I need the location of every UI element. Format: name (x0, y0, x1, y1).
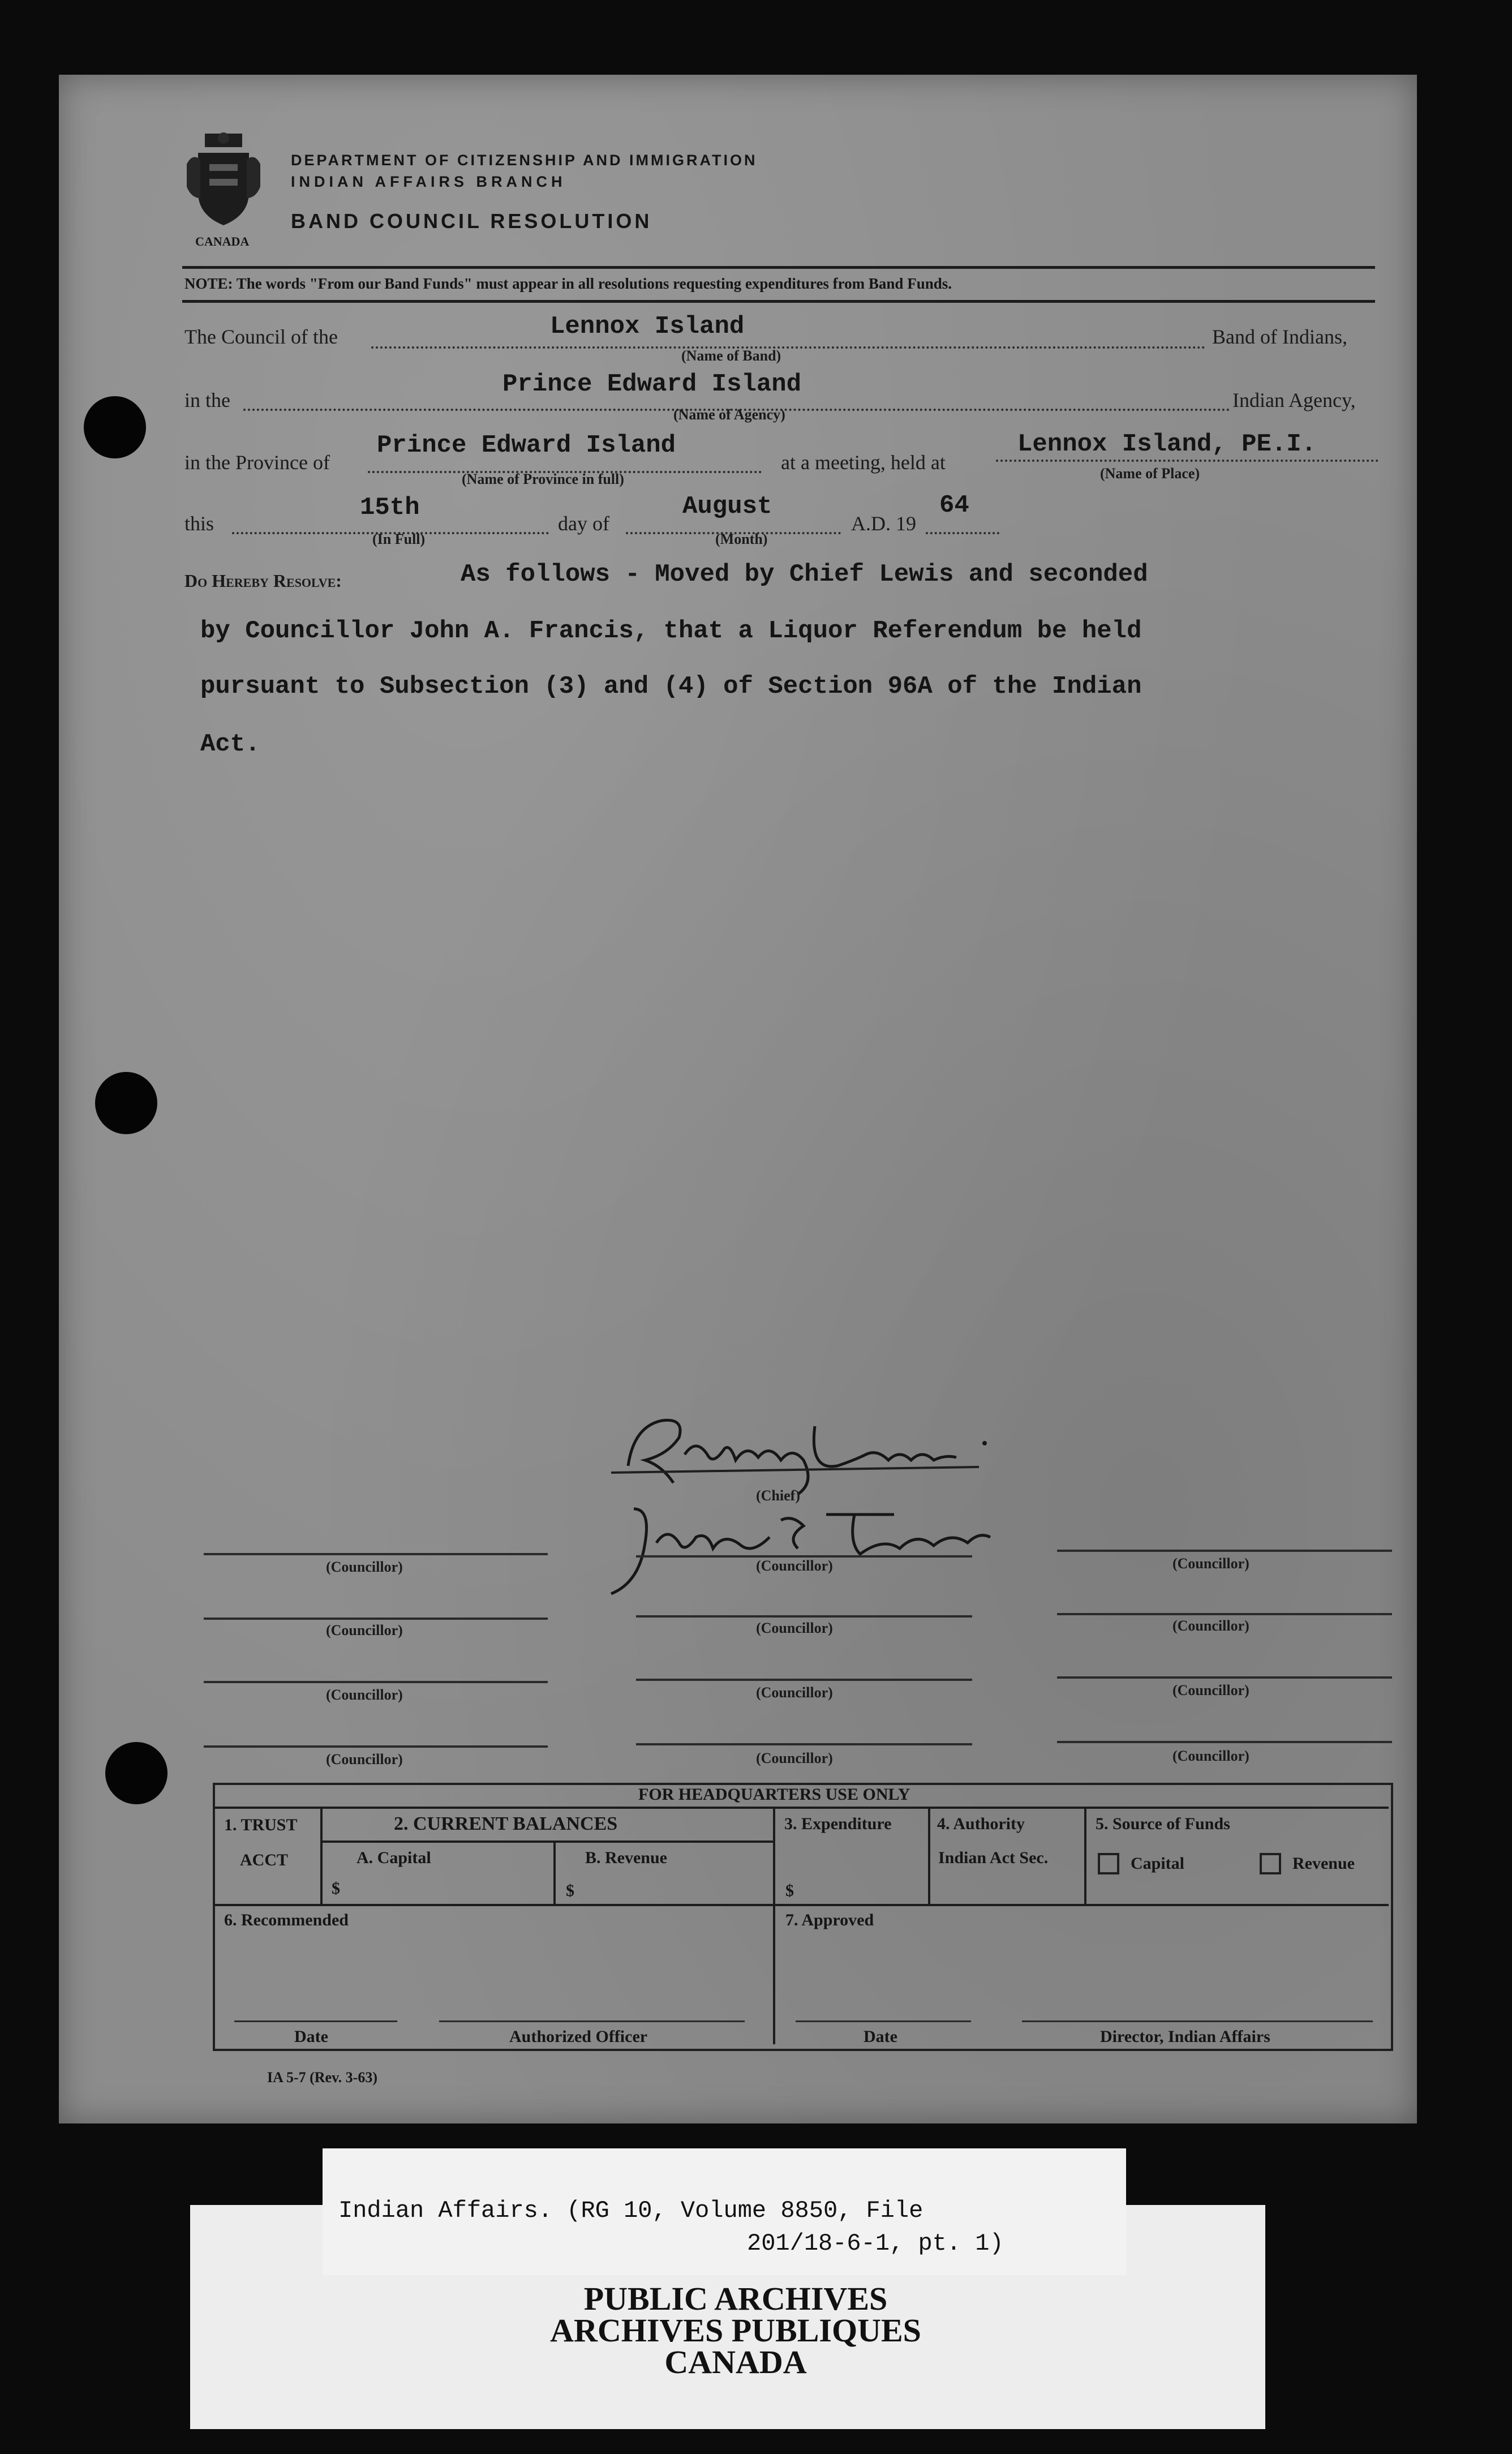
councillor-line (204, 1681, 548, 1683)
year-value: 64 (939, 491, 969, 520)
archive-stamp-line-3: CANADA (664, 2344, 807, 2380)
chief-caption: (Chief) (756, 1487, 800, 1504)
band-name-caption: (Name of Band) (681, 347, 781, 364)
year-line (926, 532, 999, 534)
councillor-line (1057, 1741, 1392, 1743)
place-caption: (Name of Place) (1100, 465, 1200, 482)
archive-stamp-line-1: PUBLIC ARCHIVES (583, 2280, 888, 2317)
expenditure-dollar: $ (785, 1881, 794, 1900)
approved-date-line (796, 2020, 971, 2022)
director-line (1022, 2020, 1373, 2022)
councillor-caption: (Councillor) (1172, 1555, 1249, 1572)
note-text: NOTE: The words "From our Band Funds" must appear in all resolutions requesting expenditures from Band Funds. (184, 275, 952, 292)
resolution-line-2: by Councillor John A. Francis, that a Liquor Referendum be held (200, 617, 1142, 645)
balances-label: 2. CURRENT BALANCES (394, 1813, 618, 1834)
council-suffix: Band of Indians, (1212, 325, 1347, 348)
department-heading: DEPARTMENT OF CITIZENSHIP AND IMMIGRATION (291, 152, 758, 169)
archive-stamp-text (453, 2280, 1019, 2380)
canada-crest-logo (181, 130, 266, 232)
councillor-caption: (Councillor) (326, 1687, 403, 1703)
ad-label: A.D. 19 (851, 512, 916, 535)
archive-stamp-line-2: ARCHIVES PUBLIQUES (550, 2312, 921, 2349)
month-caption: (Month) (715, 531, 768, 547)
councillor-line (204, 1745, 548, 1748)
recommended-label: 6. Recommended (224, 1911, 349, 1929)
councillor-caption: (Councillor) (756, 1558, 833, 1574)
councillor-line (204, 1553, 548, 1555)
councillor-line (636, 1743, 972, 1745)
expenditure-label: 3. Expenditure (784, 1814, 892, 1833)
resolve-label: Do Hereby Resolve: (184, 570, 342, 591)
revenue-checkbox[interactable] (1260, 1853, 1281, 1874)
resolution-line-3: pursuant to Subsection (3) and (4) of Section 96A of the Indian (200, 672, 1142, 701)
councillor-line (1057, 1676, 1392, 1679)
source-capital-label: Capital (1131, 1854, 1185, 1873)
note-rule (182, 300, 1375, 303)
council-prefix: The Council of the (184, 325, 338, 348)
councillor-line (1057, 1550, 1392, 1552)
hq-divider (1084, 1807, 1086, 1906)
resolution-line-4: Act. (200, 730, 260, 758)
trust-label: 1. TRUST (224, 1816, 298, 1834)
punch-hole (95, 1072, 157, 1134)
agency-suffix: Indian Agency, (1232, 389, 1356, 411)
revenue-dollar: $ (566, 1881, 574, 1900)
place-value: Lennox Island, PE.I. (1017, 430, 1317, 458)
capital-dollar: $ (332, 1879, 340, 1898)
councillor-caption: (Councillor) (326, 1622, 403, 1638)
agency-value: Prince Edward Island (502, 370, 802, 398)
councillor-line (636, 1679, 972, 1681)
hq-balances-rule (320, 1840, 773, 1843)
councillor-caption: (Councillor) (326, 1559, 403, 1575)
archive-reference-line-1: Indian Affairs. (RG 10, Volume 8850, File (338, 2197, 923, 2224)
chief-signature (611, 1404, 1041, 1500)
hq-section-rule (215, 1904, 1389, 1906)
hq-divider (320, 1807, 323, 1906)
capital-checkbox[interactable] (1098, 1853, 1119, 1874)
band-name-value: Lennox Island (550, 312, 745, 341)
day-of-label: day of (558, 512, 609, 535)
place-line (996, 460, 1378, 462)
branch-heading: INDIAN AFFAIRS BRANCH (291, 173, 566, 190)
crest-caption: CANADA (195, 234, 250, 248)
form-title: BAND COUNCIL RESOLUTION (291, 209, 652, 233)
acct-label: ACCT (240, 1851, 289, 1869)
councillor-caption: (Councillor) (1172, 1618, 1249, 1634)
source-of-funds-label: 5. Source of Funds (1096, 1814, 1230, 1833)
hq-title-rule (215, 1807, 1389, 1809)
councillor-signature (600, 1498, 1007, 1599)
approved-label: 7. Approved (785, 1911, 874, 1929)
meeting-text: at a meeting, held at (781, 451, 946, 474)
hq-divider (773, 1807, 775, 2044)
form-number: IA 5-7 (Rev. 3-63) (267, 2069, 377, 2086)
source-revenue-label: Revenue (1292, 1854, 1355, 1873)
councillor-caption: (Councillor) (326, 1751, 403, 1767)
recommended-date-label: Date (294, 2027, 328, 2046)
punch-hole (105, 1742, 167, 1804)
this-label: this (184, 512, 214, 535)
hq-title: FOR HEADQUARTERS USE ONLY (638, 1785, 910, 1804)
councillor-caption: (Councillor) (1172, 1748, 1249, 1764)
in-the-label: in the (184, 389, 230, 411)
councillor-line (636, 1615, 972, 1618)
header-rule (182, 266, 1375, 269)
authorized-officer-line (439, 2020, 745, 2022)
director-label: Director, Indian Affairs (1100, 2027, 1270, 2046)
punch-hole (84, 396, 146, 458)
province-value: Prince Edward Island (377, 431, 676, 460)
capital-balance-label: A. Capital (356, 1848, 431, 1867)
authority-value: Indian Act Sec. (938, 1848, 1049, 1867)
province-caption: (Name of Province in full) (462, 471, 624, 487)
band-name-line (371, 346, 1205, 349)
councillor-caption: (Councillor) (756, 1620, 833, 1636)
hq-divider (928, 1807, 930, 1906)
authority-label: 4. Authority (937, 1814, 1025, 1833)
recommended-date-line (234, 2020, 397, 2022)
archive-reference-line-2: 201/18-6-1, pt. 1) (747, 2230, 1004, 2257)
province-prefix: in the Province of (184, 451, 330, 474)
revenue-balance-label: B. Revenue (585, 1848, 667, 1867)
day-value: 15th (360, 494, 420, 522)
day-caption: (In Full) (372, 531, 426, 547)
councillor-line (1057, 1613, 1392, 1615)
agency-caption: (Name of Agency) (673, 406, 785, 423)
councillor-caption: (Councillor) (1172, 1682, 1249, 1698)
resolution-line-1: As follows - Moved by Chief Lewis and seconded (461, 560, 1148, 589)
councillor-caption: (Councillor) (756, 1684, 833, 1701)
hq-divider (553, 1843, 556, 1906)
councillor-line (204, 1618, 548, 1620)
authorized-officer-label: Authorized Officer (509, 2027, 648, 2046)
councillor-caption: (Councillor) (756, 1750, 833, 1766)
approved-date-label: Date (864, 2027, 897, 2046)
month-value: August (682, 492, 772, 521)
